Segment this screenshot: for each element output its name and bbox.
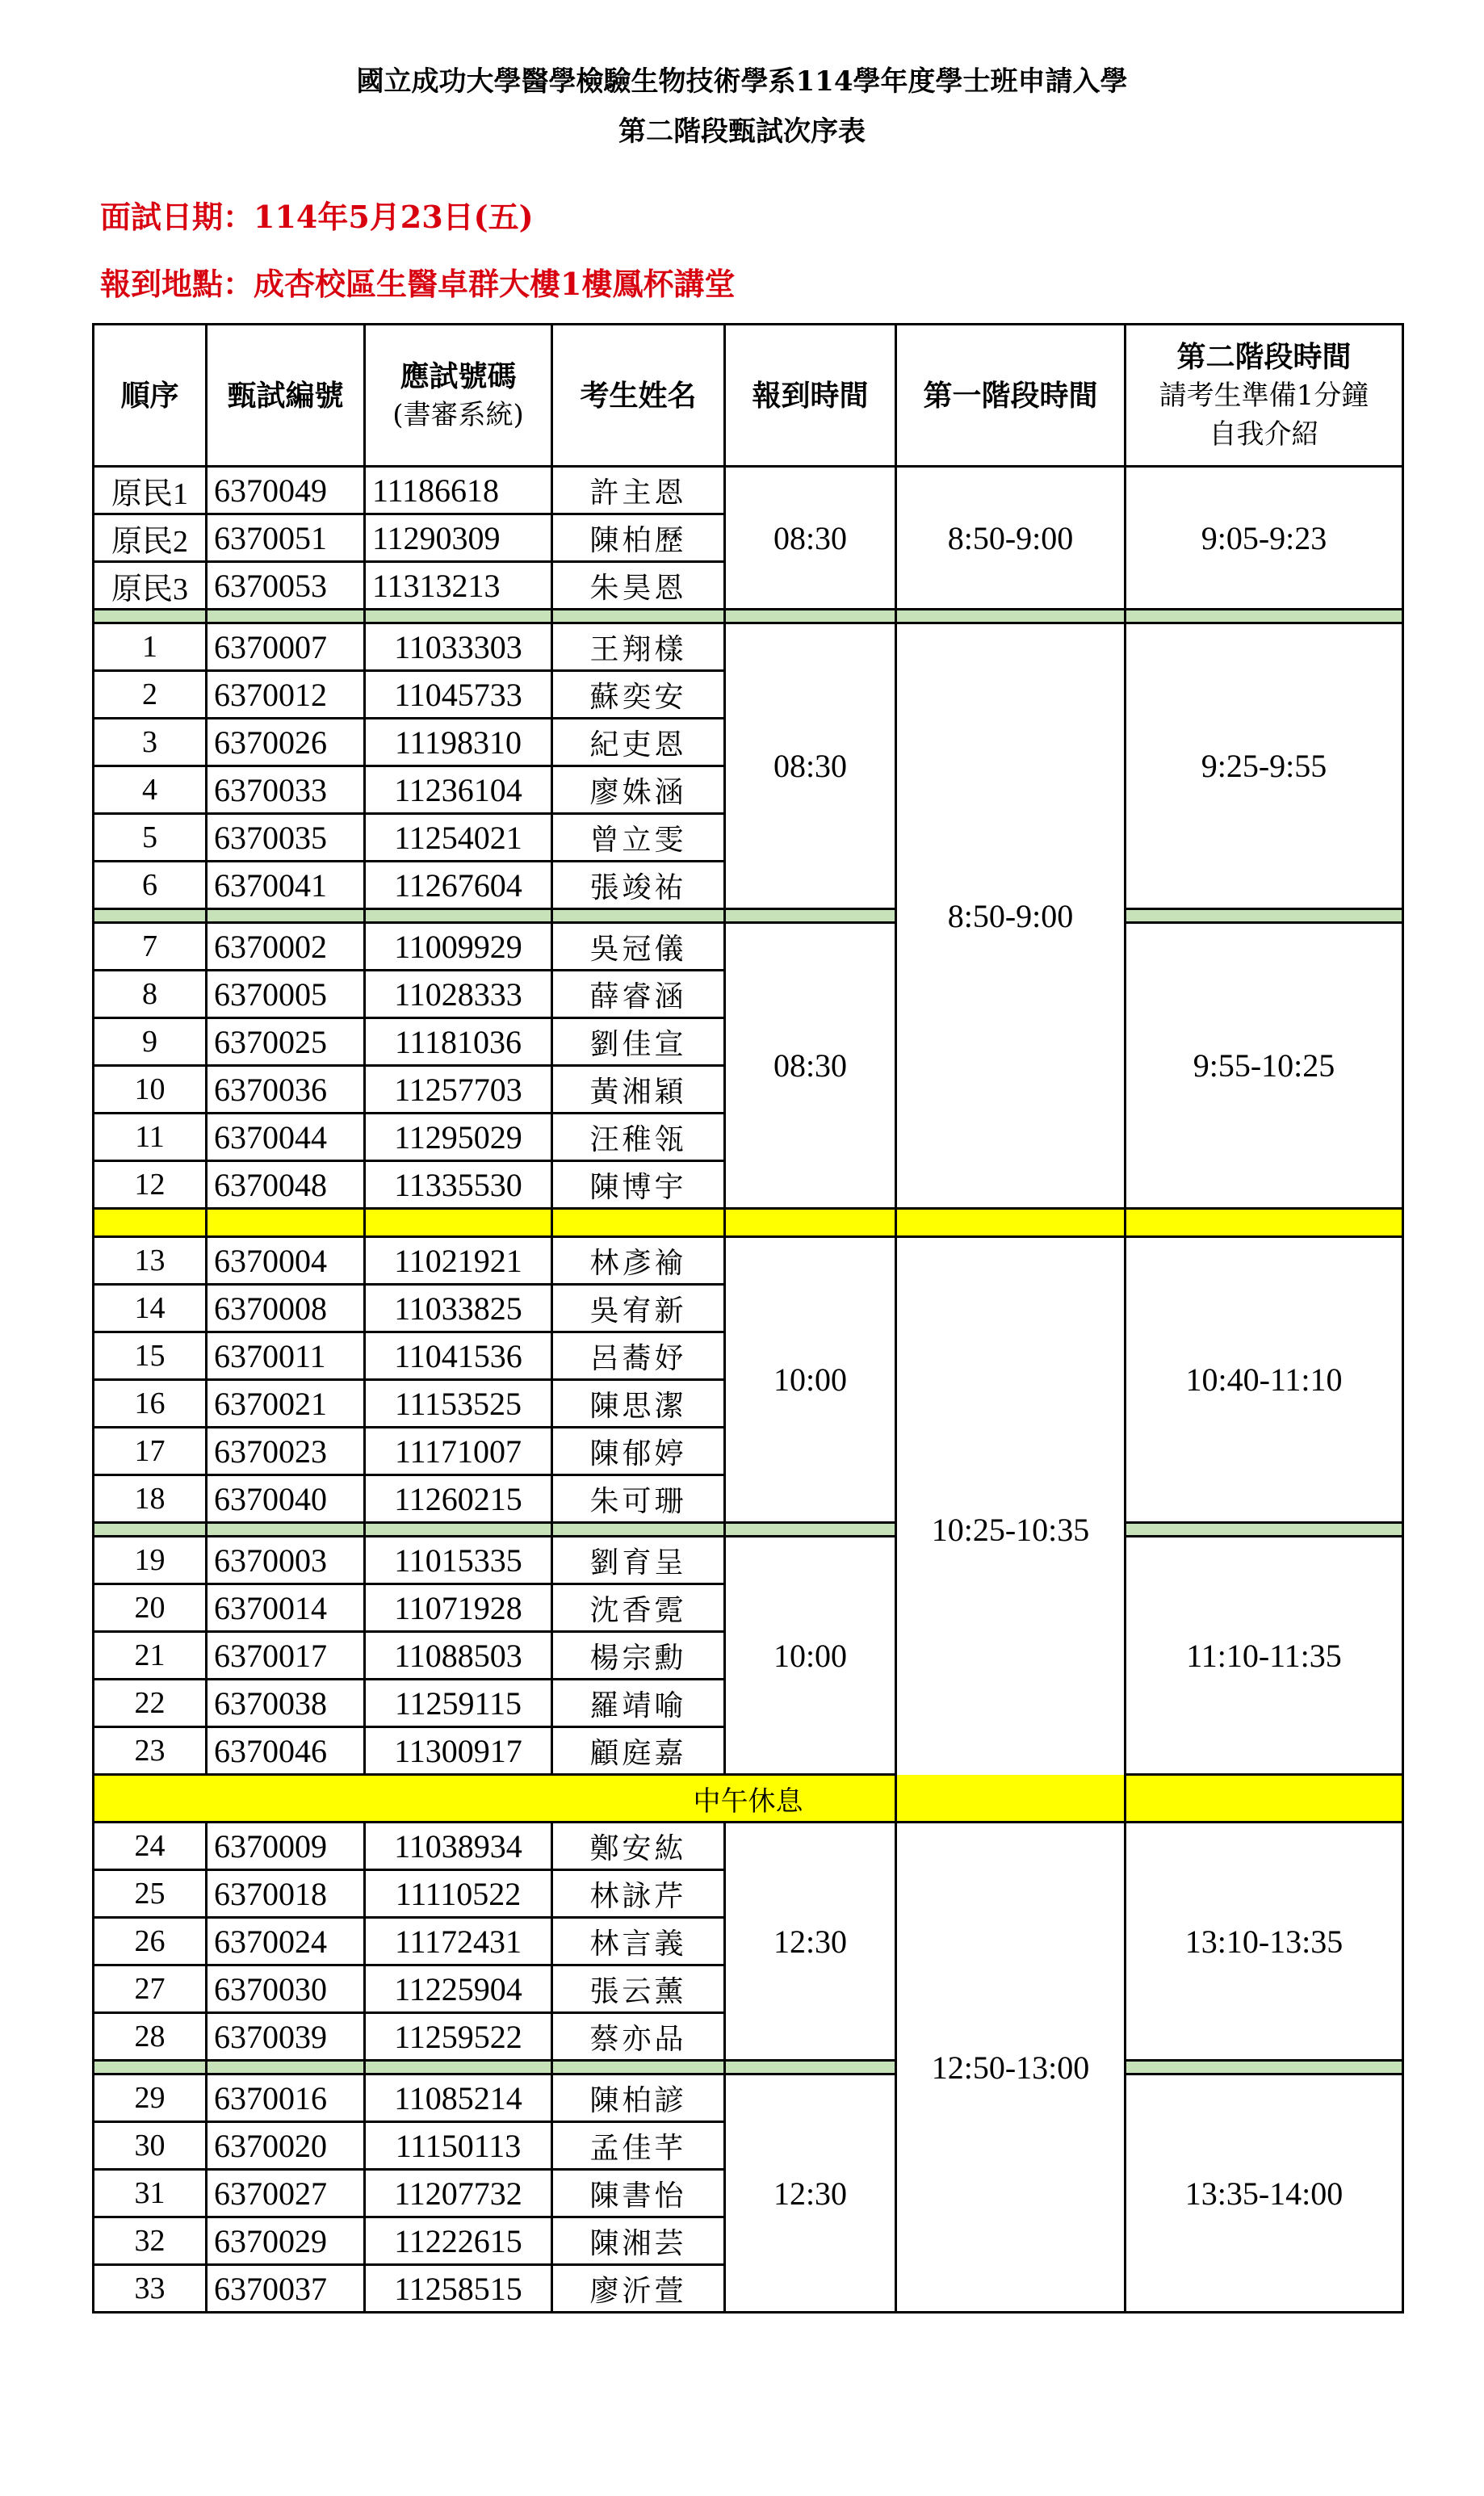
cell-exam-no: 6370014 — [207, 1584, 365, 1632]
cell-app-no: 11295029 — [365, 1114, 552, 1161]
cell-name: 蔡亦品 — [552, 2013, 725, 2061]
table-row — [94, 923, 1403, 971]
cell-order: 3 — [94, 719, 207, 766]
cell-order: 20 — [94, 1584, 207, 1632]
cell-name: 吳宥新 — [552, 1285, 725, 1332]
cell-order: 11 — [94, 1114, 207, 1161]
cell-exam-no: 6370003 — [207, 1537, 365, 1584]
cell-exam-no: 6370035 — [207, 814, 365, 862]
cell-app-no: 11181036 — [365, 1018, 552, 1066]
cell-app-no: 11088503 — [365, 1632, 552, 1680]
cell-app-no: 11033303 — [365, 623, 552, 671]
cell-app-no: 11259115 — [365, 1680, 552, 1727]
cell-app-no: 11198310 — [365, 719, 552, 766]
cell-order: 23 — [94, 1727, 207, 1775]
group-separator — [94, 909, 1403, 923]
cell-app-no: 11071928 — [365, 1584, 552, 1632]
separator-cell — [207, 610, 365, 623]
header-checkin: 報到時間 — [725, 325, 896, 467]
cell-checkin-time: 10:00 — [725, 1537, 896, 1775]
separator-cell — [1126, 1523, 1403, 1537]
cell-order: 15 — [94, 1332, 207, 1380]
separator-cell — [552, 610, 725, 623]
separator-cell — [896, 1209, 1126, 1237]
cell-app-no: 11257703 — [365, 1066, 552, 1114]
cell-order: 30 — [94, 2122, 207, 2170]
cell-name: 鄭安紘 — [552, 1823, 725, 1870]
cell-exam-no: 6370041 — [207, 862, 365, 909]
cell-exam-no: 6370009 — [207, 1823, 365, 1870]
cell-stage2-time: 9:05-9:23 — [1126, 467, 1403, 610]
cell-name: 許主恩 — [552, 467, 725, 514]
cell-app-no: 11172431 — [365, 1918, 552, 1965]
cell-order: 10 — [94, 1066, 207, 1114]
header-exam-no: 甄試編號 — [207, 325, 365, 467]
cell-order: 28 — [94, 2013, 207, 2061]
cell-checkin-time: 12:30 — [725, 1823, 896, 2061]
cell-order: 31 — [94, 2170, 207, 2217]
header-stage2-line1: 第二階段時間 — [1176, 339, 1352, 374]
cell-order: 19 — [94, 1537, 207, 1584]
cell-order: 17 — [94, 1428, 207, 1475]
cell-order: 12 — [94, 1161, 207, 1209]
cell-app-no: 11335530 — [365, 1161, 552, 1209]
cell-checkin-time: 08:30 — [725, 623, 896, 909]
cell-name: 廖沂萱 — [552, 2265, 725, 2313]
interview-date: 面試日期：114年5月23日(五) — [100, 199, 534, 235]
separator-cell — [1126, 2061, 1403, 2074]
cell-stage1-time: 8:50-9:00 — [896, 623, 1126, 1209]
cell-order: 原民2 — [94, 514, 207, 562]
cell-checkin-time: 08:30 — [725, 467, 896, 610]
cell-order: 16 — [94, 1380, 207, 1428]
table-row — [94, 1237, 1403, 1285]
cell-app-no: 11225904 — [365, 1965, 552, 2013]
cell-name: 呂蕎妤 — [552, 1332, 725, 1380]
cell-app-no: 11153525 — [365, 1380, 552, 1428]
header-name: 考生姓名 — [552, 325, 725, 467]
header-app-no — [365, 325, 552, 467]
cell-exam-no: 6370040 — [207, 1475, 365, 1523]
cell-app-no: 11222615 — [365, 2217, 552, 2265]
cell-order: 22 — [94, 1680, 207, 1727]
cell-name: 羅靖喻 — [552, 1680, 725, 1727]
separator-cell — [365, 610, 552, 623]
cell-stage2-time: 13:35-14:00 — [1126, 2074, 1403, 2313]
cell-exam-no: 6370053 — [207, 562, 365, 610]
cell-stage1-time: 12:50-13:00 — [896, 1823, 1126, 2313]
separator-cell — [94, 909, 207, 923]
table-row — [94, 467, 1403, 514]
group-separator — [94, 1209, 1403, 1237]
cell-order: 2 — [94, 671, 207, 719]
cell-checkin-time: 10:00 — [725, 1237, 896, 1523]
group-separator — [94, 1523, 1403, 1537]
separator-cell — [365, 2061, 552, 2074]
cell-app-no: 11110522 — [365, 1870, 552, 1918]
cell-exam-no: 6370007 — [207, 623, 365, 671]
header-stage2-line2: 請考生準備1分鐘 — [1159, 379, 1369, 412]
cell-name: 沈香霓 — [552, 1584, 725, 1632]
separator-cell — [1126, 909, 1403, 923]
separator-cell — [552, 909, 725, 923]
cell-order: 32 — [94, 2217, 207, 2265]
separator-cell — [725, 909, 896, 923]
checkin-location: 報到地點：成杏校區生醫卓群大樓1樓鳳杯講堂 — [100, 266, 736, 302]
cell-app-no: 11236104 — [365, 766, 552, 814]
cell-name: 劉育呈 — [552, 1537, 725, 1584]
cell-name: 劉佳宣 — [552, 1018, 725, 1066]
cell-order: 1 — [94, 623, 207, 671]
cell-exam-no: 6370023 — [207, 1428, 365, 1475]
separator-cell — [207, 909, 365, 923]
cell-name: 曾立雯 — [552, 814, 725, 862]
cell-order: 13 — [94, 1237, 207, 1285]
cell-order: 29 — [94, 2074, 207, 2122]
cell-name: 蘇奕安 — [552, 671, 725, 719]
cell-app-no: 11300917 — [365, 1727, 552, 1775]
separator-cell — [207, 2061, 365, 2074]
cell-app-no: 11009929 — [365, 923, 552, 971]
cell-name: 黃湘穎 — [552, 1066, 725, 1114]
separator-cell — [207, 1523, 365, 1537]
cell-checkin-time: 08:30 — [725, 923, 896, 1209]
table-header-row — [94, 325, 1403, 467]
cell-name: 紀吏恩 — [552, 719, 725, 766]
cell-exam-no: 6370016 — [207, 2074, 365, 2122]
cell-order: 18 — [94, 1475, 207, 1523]
cell-order: 26 — [94, 1918, 207, 1965]
cell-exam-no: 6370048 — [207, 1161, 365, 1209]
cell-order: 9 — [94, 1018, 207, 1066]
cell-app-no: 11033825 — [365, 1285, 552, 1332]
cell-name: 楊宗勳 — [552, 1632, 725, 1680]
cell-name: 陳柏歷 — [552, 514, 725, 562]
header-app-no-line2: (書審系統) — [392, 398, 524, 431]
separator-cell — [552, 1209, 725, 1237]
cell-exam-no: 6370044 — [207, 1114, 365, 1161]
cell-checkin-time: 12:30 — [725, 2074, 896, 2313]
cell-order: 21 — [94, 1632, 207, 1680]
document-title: 國立成功大學醫學檢驗生物技術學系114學年度學士班申請入學 — [356, 65, 1128, 98]
cell-app-no: 11259522 — [365, 2013, 552, 2061]
cell-exam-no: 6370039 — [207, 2013, 365, 2061]
cell-exam-no: 6370027 — [207, 2170, 365, 2217]
cell-stage1-time: 10:25-10:35 — [896, 1237, 1126, 1823]
separator-cell — [1126, 1209, 1403, 1237]
cell-app-no: 11038934 — [365, 1823, 552, 1870]
cell-app-no: 11258515 — [365, 2265, 552, 2313]
group-separator — [94, 2061, 1403, 2074]
cell-order: 27 — [94, 1965, 207, 2013]
cell-app-no: 11150113 — [365, 2122, 552, 2170]
separator-cell — [896, 610, 1126, 623]
cell-exam-no: 6370012 — [207, 671, 365, 719]
lunch-break-row — [94, 1775, 1403, 1823]
separator-cell — [94, 1209, 207, 1237]
cell-name: 朱昊恩 — [552, 562, 725, 610]
cell-name: 陳湘芸 — [552, 2217, 725, 2265]
header-app-no-line1: 應試號碼 — [400, 359, 517, 393]
cell-name: 陳書怡 — [552, 2170, 725, 2217]
cell-name: 顧庭嘉 — [552, 1727, 725, 1775]
separator-cell — [207, 1209, 365, 1237]
cell-exam-no: 6370037 — [207, 2265, 365, 2313]
separator-cell — [94, 610, 207, 623]
lunch-break-label: 中午休息 — [94, 1775, 1403, 1823]
cell-app-no: 11015335 — [365, 1537, 552, 1584]
cell-exam-no: 6370025 — [207, 1018, 365, 1066]
cell-order: 原民1 — [94, 467, 207, 514]
cell-order: 14 — [94, 1285, 207, 1332]
cell-order: 原民3 — [94, 562, 207, 610]
cell-name: 陳思潔 — [552, 1380, 725, 1428]
cell-exam-no: 6370049 — [207, 467, 365, 514]
cell-exam-no: 6370002 — [207, 923, 365, 971]
cell-order: 4 — [94, 766, 207, 814]
cell-stage2-time: 11:10-11:35 — [1126, 1537, 1403, 1775]
separator-cell — [552, 1523, 725, 1537]
table-row — [94, 2074, 1403, 2122]
separator-cell — [365, 1523, 552, 1537]
separator-cell — [725, 1209, 896, 1237]
header-stage2-line3: 自我介紹 — [1209, 417, 1319, 451]
separator-cell — [365, 1209, 552, 1237]
cell-name: 林彥褕 — [552, 1237, 725, 1285]
table-row — [94, 1537, 1403, 1584]
cell-name: 孟佳芊 — [552, 2122, 725, 2170]
cell-exam-no: 6370046 — [207, 1727, 365, 1775]
cell-name: 汪稚瓴 — [552, 1114, 725, 1161]
cell-exam-no: 6370017 — [207, 1632, 365, 1680]
cell-exam-no: 6370018 — [207, 1870, 365, 1918]
cell-exam-no: 6370030 — [207, 1965, 365, 2013]
cell-app-no: 11085214 — [365, 2074, 552, 2122]
cell-app-no: 11186618 — [365, 467, 552, 514]
cell-order: 8 — [94, 971, 207, 1018]
document-subtitle: 第二階段甄試次序表 — [618, 115, 866, 148]
cell-exam-no: 6370029 — [207, 2217, 365, 2265]
separator-cell — [725, 610, 896, 623]
cell-name: 薛睿涵 — [552, 971, 725, 1018]
cell-exam-no: 6370033 — [207, 766, 365, 814]
separator-cell — [94, 1523, 207, 1537]
cell-order: 6 — [94, 862, 207, 909]
cell-name: 陳郁婷 — [552, 1428, 725, 1475]
schedule-table — [92, 323, 1404, 2314]
cell-app-no: 11045733 — [365, 671, 552, 719]
cell-exam-no: 6370051 — [207, 514, 365, 562]
cell-app-no: 11313213 — [365, 562, 552, 610]
cell-stage2-time: 9:25-9:55 — [1126, 623, 1403, 909]
separator-cell — [725, 1523, 896, 1537]
cell-name: 陳柏諺 — [552, 2074, 725, 2122]
cell-exam-no: 6370005 — [207, 971, 365, 1018]
cell-order: 7 — [94, 923, 207, 971]
group-separator — [94, 610, 1403, 623]
cell-name: 陳博宇 — [552, 1161, 725, 1209]
separator-cell — [94, 2061, 207, 2074]
cell-exam-no: 6370026 — [207, 719, 365, 766]
cell-app-no: 11041536 — [365, 1332, 552, 1380]
cell-app-no: 11021921 — [365, 1237, 552, 1285]
separator-cell — [552, 2061, 725, 2074]
cell-exam-no: 6370038 — [207, 1680, 365, 1727]
cell-stage2-time: 10:40-11:10 — [1126, 1237, 1403, 1523]
cell-name: 王翔樣 — [552, 623, 725, 671]
cell-name: 張云薰 — [552, 1965, 725, 2013]
table-row — [94, 1823, 1403, 1870]
cell-order: 25 — [94, 1870, 207, 1918]
cell-app-no: 11028333 — [365, 971, 552, 1018]
cell-order: 5 — [94, 814, 207, 862]
cell-exam-no: 6370004 — [207, 1237, 365, 1285]
header-stage2 — [1126, 325, 1403, 467]
cell-order: 33 — [94, 2265, 207, 2313]
separator-cell — [1126, 610, 1403, 623]
separator-cell — [725, 2061, 896, 2074]
cell-stage2-time: 13:10-13:35 — [1126, 1823, 1403, 2061]
cell-exam-no: 6370008 — [207, 1285, 365, 1332]
cell-order: 24 — [94, 1823, 207, 1870]
header-stage1: 第一階段時間 — [896, 325, 1126, 467]
cell-app-no: 11254021 — [365, 814, 552, 862]
cell-name: 林言義 — [552, 1918, 725, 1965]
cell-stage2-time: 9:55-10:25 — [1126, 923, 1403, 1209]
table-row — [94, 623, 1403, 671]
header-order: 順序 — [94, 325, 207, 467]
cell-exam-no: 6370036 — [207, 1066, 365, 1114]
cell-app-no: 11290309 — [365, 514, 552, 562]
cell-exam-no: 6370020 — [207, 2122, 365, 2170]
cell-app-no: 11171007 — [365, 1428, 552, 1475]
cell-app-no: 11267604 — [365, 862, 552, 909]
cell-name: 廖姝涵 — [552, 766, 725, 814]
cell-exam-no: 6370021 — [207, 1380, 365, 1428]
cell-exam-no: 6370024 — [207, 1918, 365, 1965]
cell-exam-no: 6370011 — [207, 1332, 365, 1380]
cell-name: 林詠芹 — [552, 1870, 725, 1918]
separator-cell — [365, 909, 552, 923]
cell-app-no: 11207732 — [365, 2170, 552, 2217]
cell-name: 吳冠儀 — [552, 923, 725, 971]
cell-name: 張竣祐 — [552, 862, 725, 909]
cell-app-no: 11260215 — [365, 1475, 552, 1523]
cell-stage1-time: 8:50-9:00 — [896, 467, 1126, 610]
cell-name: 朱可珊 — [552, 1475, 725, 1523]
